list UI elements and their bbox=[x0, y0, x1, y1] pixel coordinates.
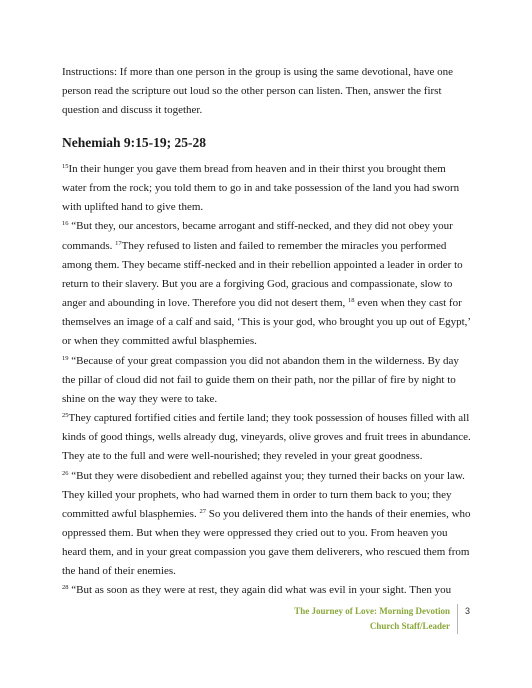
verse-paragraph bbox=[62, 581, 472, 600]
verse-number: 19 bbox=[62, 354, 69, 362]
verse-paragraph bbox=[62, 352, 472, 409]
verse-number: 27 bbox=[199, 507, 206, 515]
verse-paragraph bbox=[62, 160, 472, 217]
footer-title: The Journey of Love: Morning Devotion bbox=[294, 606, 450, 616]
verse-paragraph bbox=[62, 217, 472, 351]
verse-text: In their hunger you gave them bread from heaven and in their thirst you brought them water from the rock; you told them to go in and take possession of the land you had sworn with uplifted hand to give them. bbox=[62, 163, 460, 214]
verse-number: 16 bbox=[62, 220, 69, 228]
scripture-passage bbox=[62, 160, 472, 601]
verse-number: 18 bbox=[348, 297, 355, 305]
verse-number: 28 bbox=[62, 584, 69, 592]
verse-number: 25 bbox=[62, 412, 69, 420]
footer-title-block bbox=[294, 604, 457, 634]
verse-text: “But as soon as they were at rest, they again did what was evil in your sight. Then you bbox=[68, 584, 452, 597]
instructions-text: Instructions: If more than one person in the group is using the same devotional, have one person read the scripture out loud so the other person can listen. Then, answer the first question and discuss it together. bbox=[62, 66, 454, 116]
verse-text: “But they, our ancestors, became arrogant and stiff-necked, and they did not obey your commands. bbox=[62, 220, 453, 252]
verse-text: They captured fortified cities and fertile land; they took possession of houses filled with all kinds of good things, wells already dug, vineyards, olive groves and fruit trees in abundance. They ate to the full and were well-nourished; they reveled in your great goodness. bbox=[62, 412, 471, 463]
verse-text: “Because of your great compassion you did not abandon them in the wilderness. By day the pillar of cloud did not fail to guide them on their path, nor the pillar of fire by night to shine on the way they were to take. bbox=[62, 354, 459, 405]
page-number: 3 bbox=[464, 606, 470, 616]
verse-paragraph bbox=[62, 409, 472, 466]
verse-text: They refused to listen and failed to remember the miracles you performed among them. They became stiff-necked and in their rebellion appointed a leader in order to return to their slavery. But you are a forgiving God, gracious and compassionate, slow to anger and abounding in love. Therefore you did not desert them, bbox=[62, 239, 463, 310]
verse-number: 17 bbox=[115, 239, 122, 247]
footer-subtitle: Church Staff/Leader bbox=[369, 621, 450, 631]
verse-number: 26 bbox=[62, 469, 69, 477]
scripture-heading: Nehemiah 9:15-19; 25-28 bbox=[62, 135, 206, 150]
verse-text: “But they were disobedient and rebelled against you; they turned their backs on your law. They killed your prophets, who had warned them in order to turn them back to you; they committed awful blasphemies. bbox=[62, 469, 465, 520]
page-footer bbox=[294, 604, 470, 634]
verse-paragraph bbox=[62, 467, 472, 582]
verse-text: even when they cast for themselves an image of a calf and said, ‘This is your god, who brought you up out of Egypt,’ or when they committed awful blasphemies. bbox=[62, 297, 471, 348]
verse-number: 15 bbox=[62, 163, 69, 170]
verse-text: So you delivered them into the hands of their enemies, who oppressed them. But when they were oppressed they cried out to you. From heaven you heard them, and in your great compassion you gave them deliverers, who rescued them from the hand of their enemies. bbox=[62, 507, 471, 578]
